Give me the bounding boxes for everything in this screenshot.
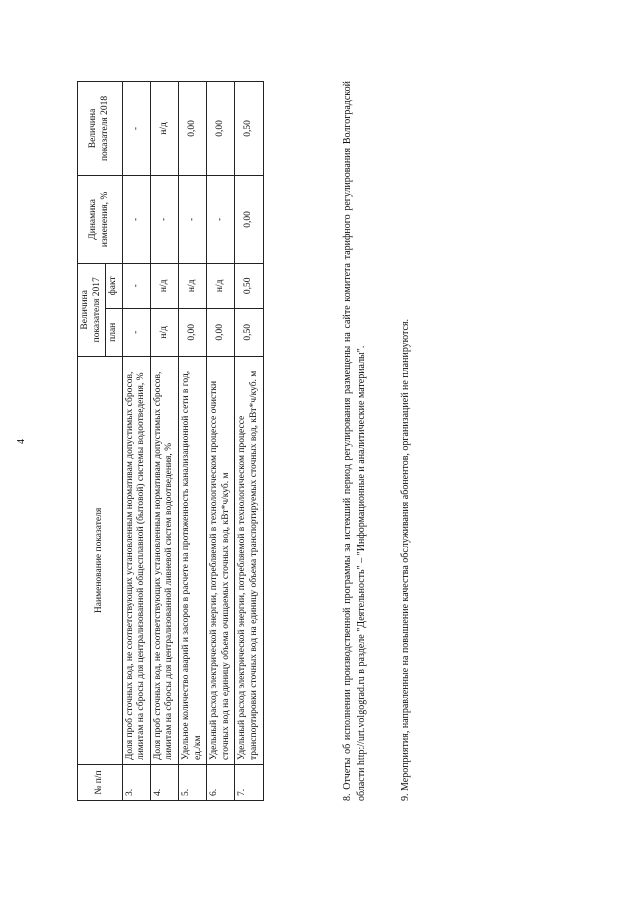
table-row [179,82,207,801]
page-number: 4 [16,439,27,444]
row-num: 4. [150,765,178,801]
row-name: Удельный расход электрической энергии, потребляемой в технологическом процессе транспортировки сточных вод на единицу объема транспортируемых сточных вод, кВт*ч/куб. м [235,356,263,764]
header-dynamics: Динамика изменения, % [78,175,123,263]
row-num: 3. [122,765,150,801]
header-num: № п/п [78,765,123,801]
header-plan: план [106,308,123,356]
row-plan: 0,00 [207,308,235,356]
table-row [235,82,263,801]
row-fact: н/д [207,263,235,308]
note-item-8: 8. Отчеты об исполнении производственной программы за истекший период регулирования размещены на сайте комитета тарифного регулирования Волгоградской области http://urt.volgograd.ru в разделе "Деятельность" – "Информационные и аналитические материалы". [342,81,367,801]
row-2018: 0,50 [235,82,263,176]
table-row [207,82,235,801]
row-name: Удельный расход электрической энергии, потребляемой в технологическом процессе очистки сточных вод на единицу объема очищаемых сточных вод, кВт*ч/куб. м [207,356,235,764]
row-plan: н/д [150,308,178,356]
header-name: Наименование показателя [78,356,123,764]
row-dynamics: - [179,175,207,263]
row-dynamics: - [207,175,235,263]
indicators-table [77,81,264,801]
row-name: Удельное количество аварий и засоров в расчете на протяженность канализационной сети в год, ед./км [179,356,207,764]
row-plan: 0,50 [235,308,263,356]
row-name: Доля проб сточных вод, не соответствующих установленным нормативам допустимых сбросов, лимитам на сбросы для централизованной ливневой систем водоотведения, % [150,356,178,764]
row-plan: 0,00 [179,308,207,356]
header-2018: Величина показателя 2018 [78,82,123,176]
note-item-9: 9. Мероприятия, направленные на повышение качества обслуживания абонентов, организацией не планируются. [400,318,411,801]
row-fact: н/д [150,263,178,308]
row-2018: - [122,82,150,176]
table-row [122,82,150,801]
header-2017: Величина показателя 2017 [78,263,106,356]
row-2018: 0,00 [179,82,207,176]
row-fact: 0,50 [235,263,263,308]
row-num: 6. [207,765,235,801]
row-num: 7. [235,765,263,801]
row-fact: н/д [179,263,207,308]
row-2018: н/д [150,82,178,176]
row-dynamics: 0,00 [235,175,263,263]
row-plan: - [122,308,150,356]
row-name: Доля проб сточных вод, не соответствующих установленным нормативам допустимых сбросов, лимитам на сбросы для централизованной общесплавной (бытовой) системы водоотведения, % [122,356,150,764]
row-dynamics: - [150,175,178,263]
row-fact: - [122,263,150,308]
row-2018: 0,00 [207,82,235,176]
row-dynamics: - [122,175,150,263]
header-fact: факт [106,263,123,308]
table-row [150,82,178,801]
row-num: 5. [179,765,207,801]
